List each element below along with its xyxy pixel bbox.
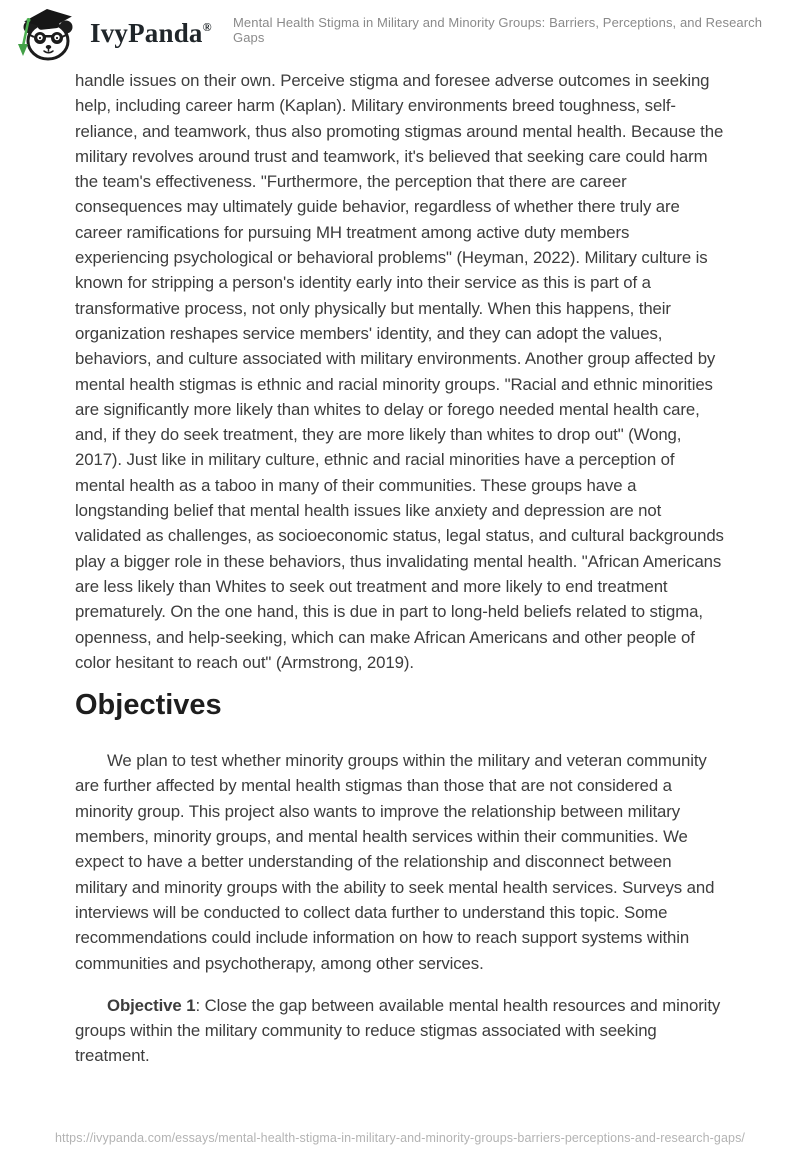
page-footer: [0, 1129, 800, 1147]
ivypanda-panda-logo-icon: [12, 4, 78, 62]
registered-trademark-mark: ®: [202, 19, 212, 34]
site-header: [0, 0, 800, 64]
source-url: https://ivypanda.com/essays/mental-health-stigma-in-military-and-minority-groups-barriers-perceptions-and-research-gaps/: [54, 1131, 746, 1145]
essay-paragraph-continuation: handle issues on their own. Perceive stigma and foresee adverse outcomes in seeking help, including career harm (Kaplan). Military environments breed toughness, self-reliance, and teamwork, thus also promoting stigmas around mental health. Because the military revolves around trust and teamwork, it's believed that seeking care could harm the team's effectiveness. "Furthermore, the perception that there are career consequences may ultimately guide behavior, regardless of whether there truly are career ramifications for pursuing MH treatment among active duty members experiencing psychological or behavioral problems" (Heyman, 2022). Military culture is known for stripping a person's identity early into their service as this is part of a transformative process, not only physically but mentally. When this happens, their organization reshapes service members' identity, and they can adopt the values, behaviors, and culture associated with military environments. Another group affected by mental health stigmas is ethnic and racial minority groups. "Racial and ethnic minorities are significantly more likely than whites to delay or forego needed mental health care, and, if they do seek treatment, they are more likely than whites to drop out" (Wong, 2017). Just like in military culture, ethnic and racial minorities have a perception of mental health as a taboo in many of their communities. These groups have a longstanding belief that mental health issues like anxiety and depression are not validated as challenges, as socioeconomic status, legal status, and cultural backgrounds play a bigger role in these behaviors, thus invalidating mental health. "African Americans are less likely than Whites to seek out treatment and more likely to end treatment prematurely. On the one hand, this is due in part to long-held beliefs related to stigma, openness, and help-seeking, which can make African Americans and other people of color hesitant to reach out" (Armstrong, 2019).: [75, 71, 724, 672]
brand-name: IvyPanda: [90, 17, 203, 48]
essay-content: [75, 68, 727, 1069]
objectives-paragraph: We plan to test whether minority groups within the military and veteran community are further affected by mental health stigmas than those that are not considered a minority group. This project also wants to improve the relationship between military members, minority groups, and mental health services within their communities. We expect to have a better understanding of the relationship and disconnect between military and minority groups with the ability to seek mental health services. Surveys and interviews will be conducted to collect data further to understand this topic. Some recommendations could include information on how to reach support systems within communities and psychotherapy, among other services.: [75, 751, 715, 973]
objective-1-text: : Close the gap between available mental health resources and minority groups within the military community to reduce stigmas associated with seeking treatment.: [75, 995, 721, 1066]
brand: [12, 4, 212, 62]
objective-1-paragraph: [75, 993, 727, 1069]
document-title: Mental Health Stigma in Military and Minority Groups: Barriers, Perceptions, and Research Gaps: [233, 15, 763, 45]
section-heading-objectives: Objectives: [75, 689, 222, 722]
objective-1-label: Objective 1: [107, 995, 196, 1015]
